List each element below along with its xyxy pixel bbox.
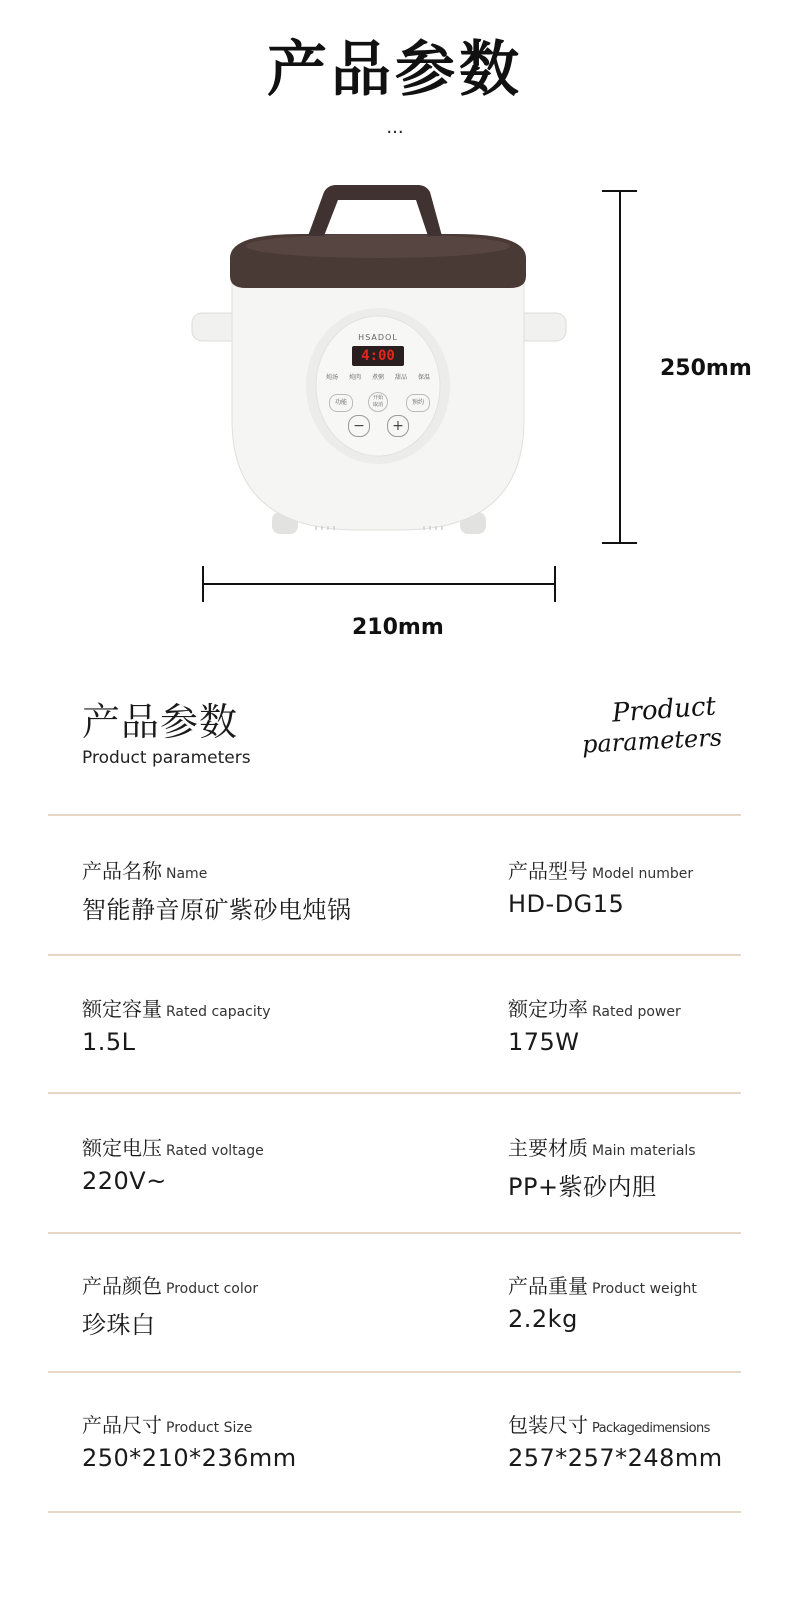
brand-logo: HSADOL [358,333,398,342]
spec-value-power: 175W [508,1028,580,1056]
spec-value-name: 智能静音原矿紫砂电炖锅 [82,896,352,924]
row-divider [48,1232,741,1234]
spec-value-color: 珍珠白 [82,1311,156,1339]
spec-label-weight: 产品重量 Product weight [508,1274,697,1298]
height-dimension-line [602,191,637,543]
spec-label-materials: 主要材质 Main materials [508,1136,696,1160]
row-divider [48,954,741,956]
spec-value-capacity: 1.5L [82,1028,136,1056]
section-subtitle: Product parameters [82,748,251,768]
spec-label-package: 包装尺寸 Packagedimensions [508,1413,710,1437]
title-dots: ... [386,117,404,138]
row-divider [48,1371,741,1373]
spec-value-materials: PP+紫砂内胆 [508,1173,657,1201]
spec-label-power: 额定功率 Rated power [508,997,681,1021]
mode-label: 炖汤 [326,374,339,381]
row-divider [48,1092,741,1094]
mode-indicator-row [326,372,430,381]
row-divider [48,1511,741,1513]
plus-button: + [387,415,409,437]
reserve-button: 预约 [406,394,430,412]
spec-label-model: 产品型号 Model number [508,859,694,883]
spec-value-weight: 2.2kg [508,1305,578,1333]
spec-label-color: 产品颜色 Product color [82,1274,259,1298]
width-dimension-label: 210mm [352,615,444,640]
mode-label: 煮粥 [371,374,384,381]
mode-label: 炖肉 [348,374,361,381]
handwritten-signature: Product parameters [581,691,723,759]
display-time: 4:00 [361,348,395,364]
start-cancel-button: 开始 取消 [368,392,388,412]
minus-button: − [348,415,370,437]
spec-value-voltage: 220V~ [82,1167,167,1195]
spec-label-voltage: 额定电压 Rated voltage [82,1136,264,1160]
spec-value-model: HD-DG15 [508,890,625,918]
page-title: 产品参数 [267,35,523,105]
spec-label-name: 产品名称 Name [82,859,208,883]
product-dimension-figure [0,0,790,660]
spec-label-capacity: 额定容量 Rated capacity [82,997,271,1021]
height-dimension-label: 250mm [660,356,752,381]
width-dimension-line [203,566,555,602]
function-button: 功能 [329,394,353,412]
row-divider [48,814,741,816]
spec-value-package: 257*257*248mm [508,1444,723,1472]
mode-label: 甜品 [394,374,407,381]
section-title: 产品参数 [82,700,239,744]
spec-label-size: 产品尺寸 Product Size [82,1413,253,1437]
mode-label: 保温 [417,374,430,381]
spec-value-size: 250*210*236mm [82,1444,297,1472]
